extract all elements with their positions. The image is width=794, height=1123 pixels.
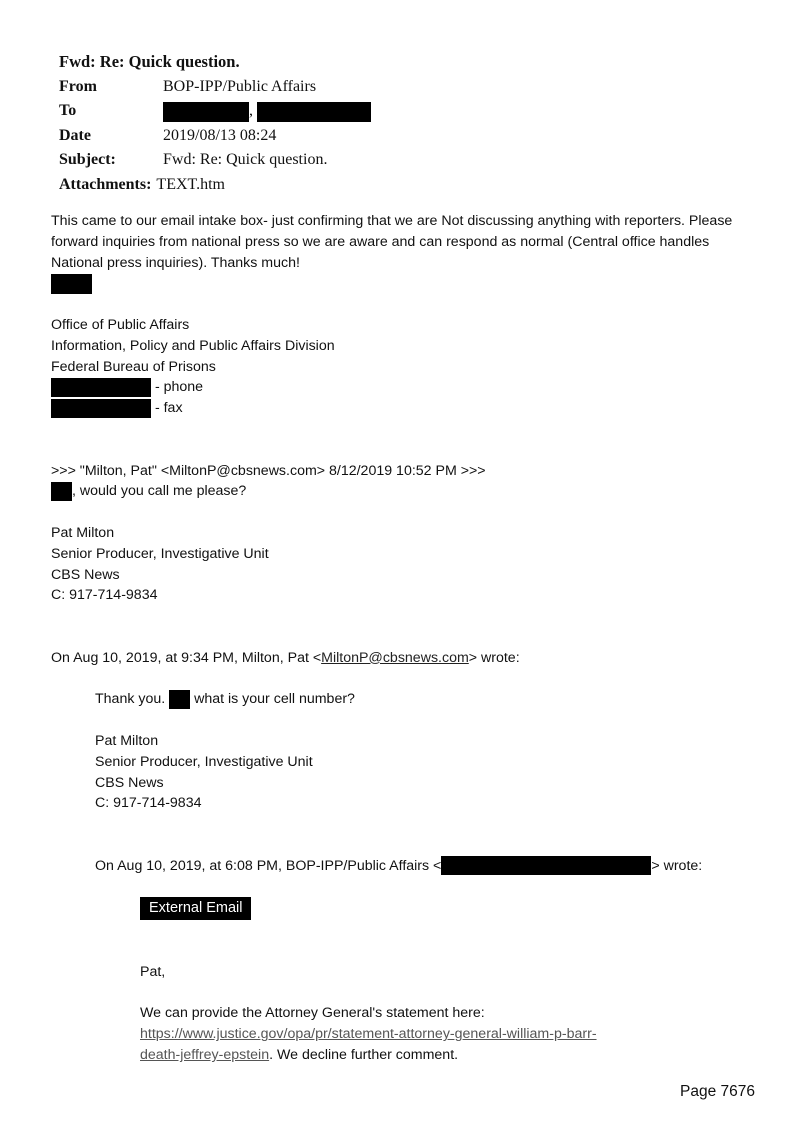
reply3-greeting: Pat,	[140, 963, 166, 980]
attachments-label: Attachments:	[59, 175, 152, 193]
from-row	[59, 75, 371, 100]
from-value: BOP-IPP/Public Affairs	[163, 77, 317, 95]
redaction-box	[51, 378, 151, 397]
reply3-link-line-2: death-jeffrey-epstein. We decline further comment.	[140, 1047, 459, 1064]
reply3-wrote-line: On Aug 10, 2019, at 6:08 PM, BOP-IPP/Public Affairs < > wrote:	[95, 857, 703, 874]
redaction-box	[163, 102, 249, 122]
redaction-box	[51, 482, 72, 501]
to-label: To	[59, 102, 77, 120]
date-value: 2019/08/13 08:24	[163, 126, 277, 144]
email-link[interactable]: MiltonP@cbsnews.com	[321, 649, 469, 666]
message-line: National press inquiries). Thanks much!	[51, 254, 300, 271]
reply2-sig-phone: C: 917-714-9834	[95, 795, 202, 812]
reply2-sig-title: Senior Producer, Investigative Unit	[95, 753, 313, 770]
redaction-box	[51, 274, 92, 294]
external-email-badge: External Email	[140, 897, 251, 920]
to-value	[163, 99, 371, 124]
reply1-sig-org: CBS News	[51, 566, 120, 583]
redaction-box	[257, 102, 371, 122]
email-title: Fwd: Re: Quick question.	[59, 52, 240, 71]
quoted-reply-level-2	[51, 897, 761, 1066]
date-label: Date	[59, 126, 91, 144]
email-body	[51, 211, 761, 1066]
subject-label: Subject:	[59, 151, 116, 169]
redaction-box	[169, 690, 190, 709]
reply2-sig-name: Pat Milton	[95, 732, 159, 749]
signature-phone: - phone	[51, 377, 761, 398]
reply1-text: , would you call me please?	[51, 481, 761, 502]
reply1-sig-phone: C: 917-714-9834	[51, 587, 158, 604]
reply1-quote-header: >>> "Milton, Pat" <MiltonP@cbsnews.com> 8/12/2019 10:52 PM >>>	[51, 462, 486, 479]
to-row	[59, 99, 371, 124]
attachments-row	[59, 173, 371, 198]
reply1-sig-title: Senior Producer, Investigative Unit	[51, 545, 269, 562]
signature-agency: Federal Bureau of Prisons	[51, 358, 216, 375]
statement-link-continued[interactable]: death-jeffrey-epstein	[140, 1047, 270, 1064]
page-number: Page 7676	[680, 1083, 755, 1100]
to-separator: ,	[249, 102, 253, 120]
signature-office: Office of Public Affairs	[51, 316, 190, 333]
reply2-sig-org: CBS News	[95, 774, 164, 791]
subject-value: Fwd: Re: Quick question.	[163, 151, 328, 169]
reply2-wrote-line: On Aug 10, 2019, at 9:34 PM, Milton, Pat <MiltonP@cbsnews.com> wrote:	[51, 649, 520, 666]
subject-row	[59, 148, 371, 173]
email-header	[59, 50, 371, 198]
redaction-box	[51, 399, 151, 418]
reply1-sig-name: Pat Milton	[51, 524, 115, 541]
signature-division: Information, Policy and Public Affairs Division	[51, 337, 335, 354]
reply3-link-line	[140, 1024, 761, 1045]
message-line: This came to our email intake box- just confirming that we are Not discussing anything with reporters. Please	[51, 213, 733, 229]
attachments-value[interactable]: TEXT.htm	[156, 175, 225, 193]
from-label: From	[59, 77, 97, 95]
reply3-statement: We can provide the Attorney General's statement here:	[140, 1005, 485, 1022]
sender-redaction	[51, 273, 761, 294]
quoted-reply-level-1	[51, 689, 761, 876]
message-line: forward inquiries from national press so we are aware and can respond as normal (Central office handles	[51, 233, 710, 250]
statement-link[interactable]: https://www.justice.gov/opa/pr/statement-attorney-general-william-p-barr-	[140, 1026, 597, 1043]
signature-fax: - fax	[51, 398, 761, 419]
redaction-box	[441, 856, 651, 875]
date-row	[59, 124, 371, 149]
reply2-text: Thank you. what is your cell number?	[95, 691, 355, 708]
